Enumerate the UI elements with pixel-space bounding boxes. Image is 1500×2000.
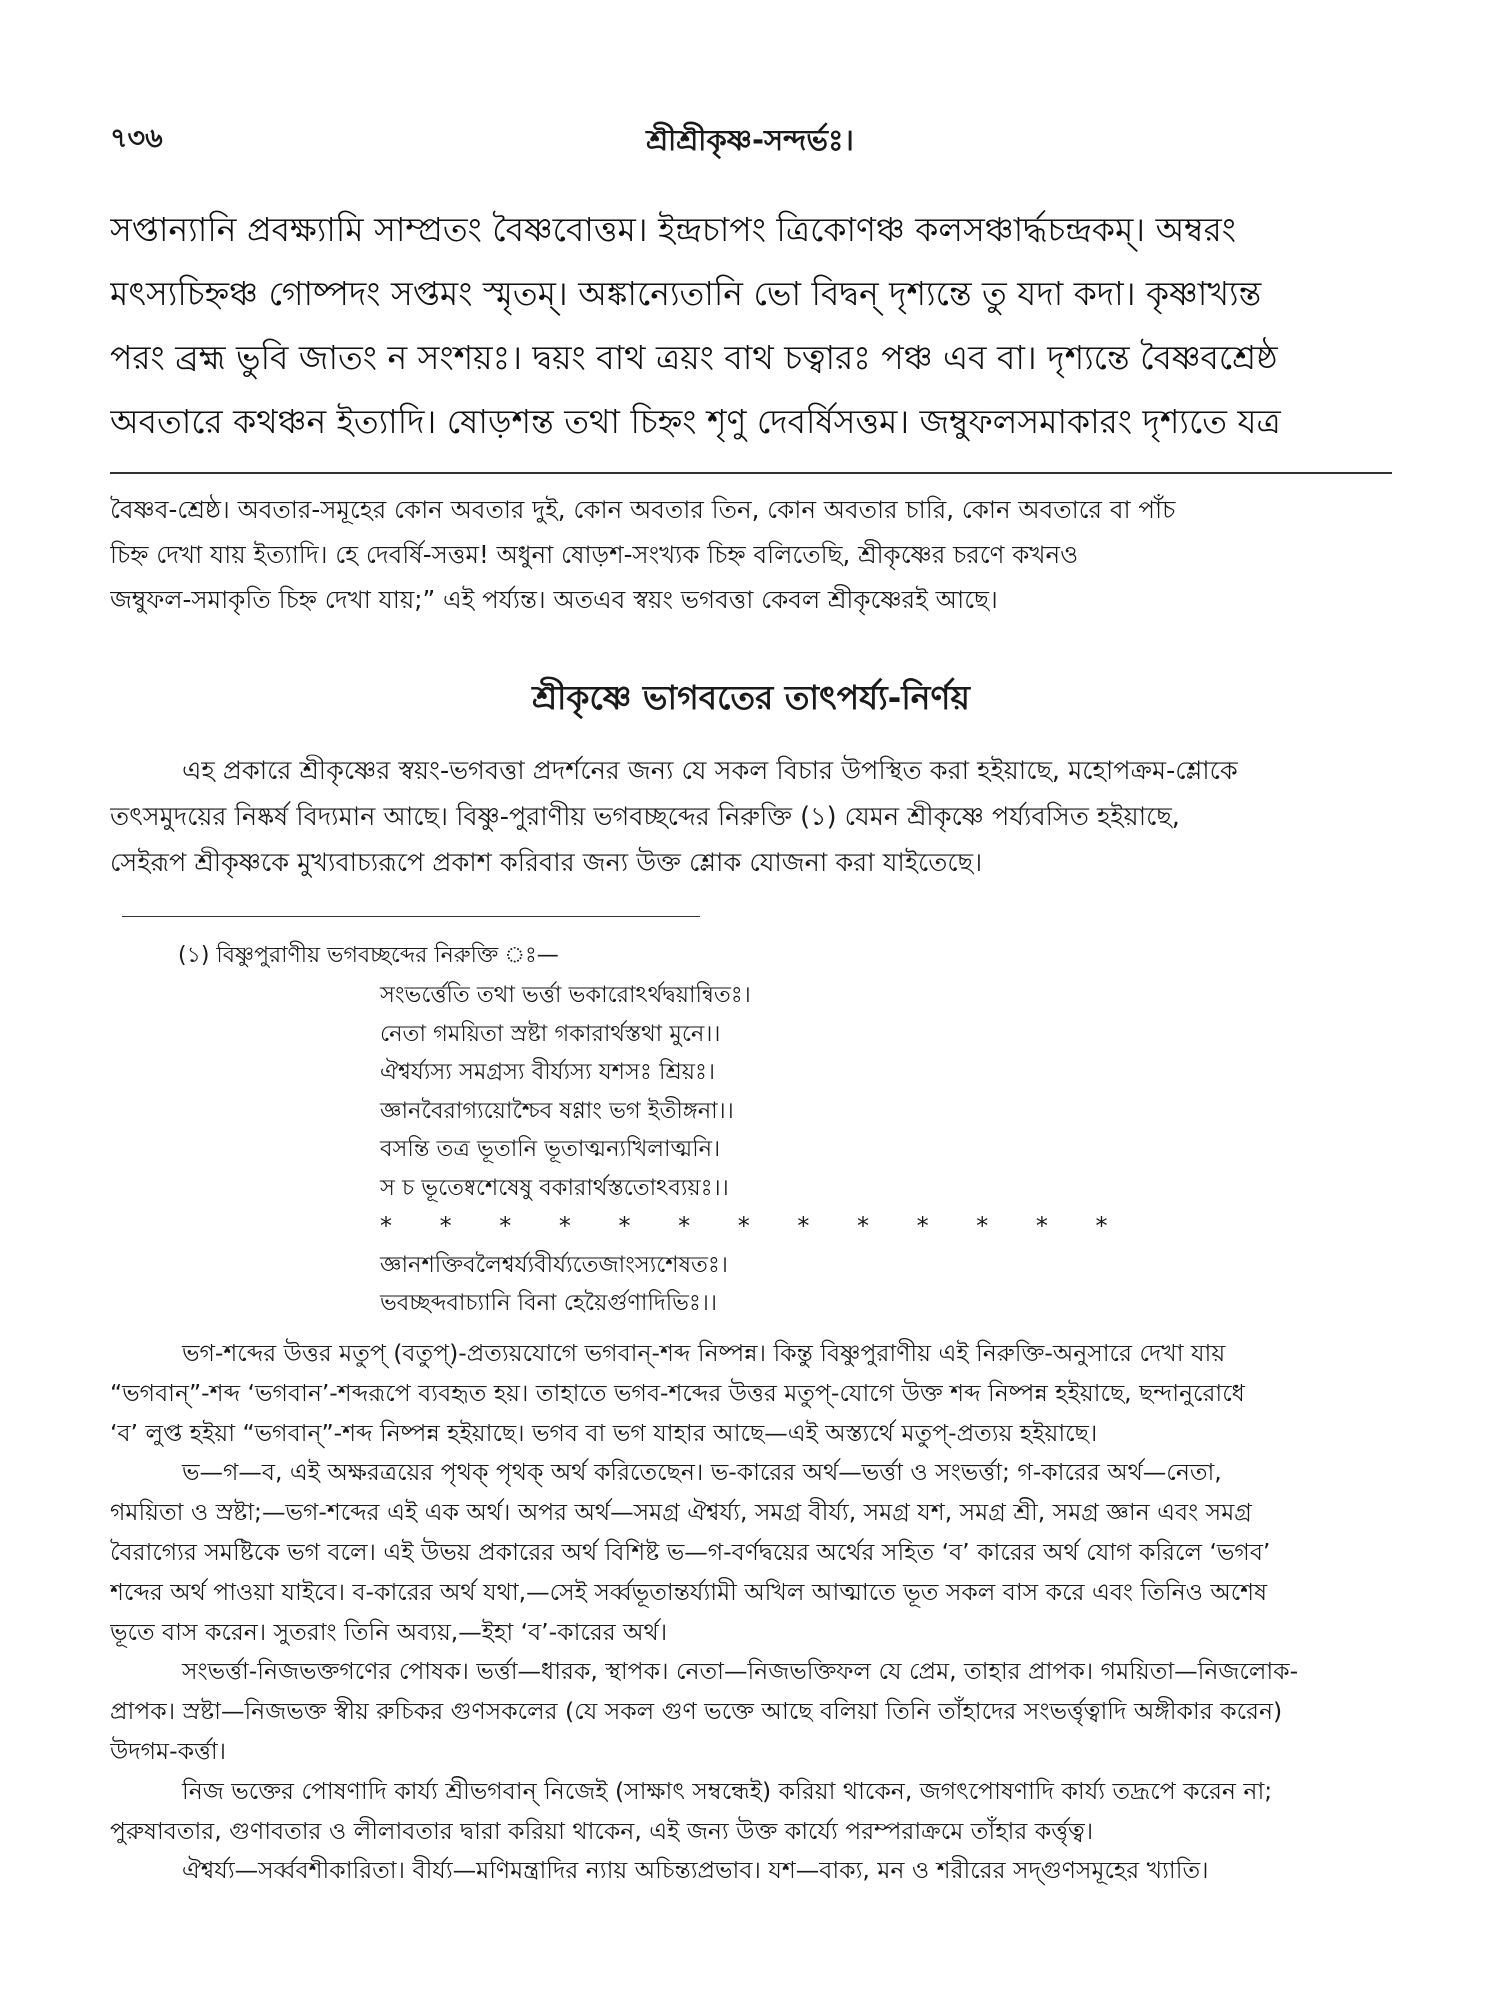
commentary-line: পুরুষাবতার, গুণাবতার ও লীলাবতার দ্বারা করিয়া থাকেন, এই জন্য উক্ত কার্য্যে পরম্পরাক্রমে তাঁহার কর্ত্তৃত্ব।: [110, 1816, 1094, 1845]
verse-line: সপ্তান্যানি প্রবক্ষ্যামি সাম্প্রতং বৈষ্ণবোত্তম। ইন্দ্রচাপং ত্রিকোণঞ্চ কলসঞ্চার্দ্ধচন্দ্রকম্। অম্বরং: [110, 210, 1236, 249]
commentary-line: ঐশ্বর্য্য—সর্ব্ববশীকারিতা। বীর্য্য—মণিমন্ত্রাদির ন্যায় অচিন্ত্যপ্রভাব। যশ—বাক্য, মন ও শরীরের সদ্গুণসমূহের খ্যাতি।: [182, 1856, 1209, 1885]
commentary-line: গময়িতা ও স্রষ্টা;—ভগ-শব্দের এই এক অর্থ। অপর অর্থ—সমগ্র ঐশ্বর্য্য, সমগ্র বীর্য্য, সমগ্র যশ, সমগ্র শ্রী, সমগ্র জ্ঞান এবং সমগ্র: [110, 1498, 1252, 1527]
footnote-divider: [122, 916, 700, 917]
intro-line: তৎসমুদয়ের নিষ্কর্ষ বিদ্যমান আছে। বিষ্ণু-পুরাণীয় ভগবচ্ছব্দের নিরুক্তি (১) যেমন শ্রীকৃষ্ণে পর্য্যবসিত হইয়াছে,: [110, 802, 1180, 832]
ellipsis-stars: * * * * * * * * * * * * *: [380, 1212, 1128, 1240]
running-title: শ্রীশ্রীকৃষ্ণ-সন্দর্ভঃ।: [646, 123, 854, 157]
translation-line: চিহ্ন দেখা যায় ইত্যাদি। হে দেবর্ষি-সত্তম! অধুনা ষোড়শ-সংখ্যক চিহ্ন বলিতেছি, শ্রীকৃষ্ণের চরণে কখনও: [110, 540, 1079, 569]
sloka-line: নেতা গময়িতা স্রষ্টা গকারার্থস্তথা মুনে।।: [380, 1020, 721, 1047]
commentary-line: প্রাপক। স্রষ্টা—নিজভক্ত স্বীয় রুচিকর গুণসকলের (যে সকল গুণ ভক্তে আছে বলিয়া তিনি তাঁহাদের সংভর্ত্তৃত্বাদি অঙ্গীকার করেন): [110, 1697, 1283, 1726]
sloka-line: সংভর্ত্তেতি তথা ভর্ত্তা ভকারোঽর্থদ্বয়ান্বিতঃ।: [380, 982, 751, 1008]
sloka-line: বসন্তি তত্র ভূতানি ভূতাত্মন্যখিলাত্মনি।: [380, 1136, 721, 1162]
intro-paragraph: [110, 748, 1392, 886]
verse-line: পরং ব্রহ্ম ভুবি জাতং ন সংশয়ঃ। দ্বয়ং বাথ ত্রয়ং বাথ চত্বারঃ পঞ্চ এব বা। দৃশ্যন্তে বৈষ্ণবশ্রেষ্ঠ: [110, 338, 1278, 377]
footnote-sloka-block: [380, 976, 1280, 1323]
commentary-line: নিজ ভক্তের পোষণাদি কার্য্য শ্রীভগবান্ নিজেই (সাক্ষাৎ সম্বন্ধেই) করিয়া থাকেন, জগৎপোষণাদি কার্য্য তদ্রূপে করেন না;: [182, 1776, 1273, 1805]
intro-line: এহ প্রকারে শ্রীকৃষ্ণের স্বয়ং-ভগবত্তা প্রদর্শনের জন্য যে সকল বিচার উপস্থিত করা হইয়াছে, মহোপক্রম-শ্লোকে: [182, 756, 1238, 786]
footnote-title: (১) বিষ্ণুপুরাণীয় ভগবচ্ছব্দের নিরুক্তি ঃ—: [178, 943, 559, 968]
commentary-line: শব্দের অর্থ পাওয়া যাইবে। ব-কারের অর্থ যথা,—সেই সর্ব্বভূতান্তর্য্যামী অখিল আত্মাতে ভূত সকল বাস করে এবং তিনিও অশেষ: [110, 1577, 1268, 1606]
commentary-line: উদগম-কর্ত্তা।: [110, 1736, 227, 1765]
section-heading: শ্রীকৃষ্ণে ভাগবতের তাৎপর্য্য-নির্ণয়: [532, 678, 970, 717]
commentary-line: ভূতে বাস করেন। সুতরাং তিনি অব্যয়,—ইহা ‘ব’-কারের অর্থ।: [110, 1617, 668, 1646]
commentary-line: ভ—গ—ব, এই অক্ষরত্রয়ের পৃথক্ পৃথক্ অর্থ করিতেছেন। ভ-কারের অর্থ—ভর্ত্তা ও সংভর্ত্তা; গ-কারের অর্থ—নেতা,: [182, 1458, 1222, 1487]
intro-line: সেইরূপ শ্রীকৃষ্ণকে মুখ্যবাচ্যরূপে প্রকাশ করিবার জন্য উক্ত শ্লোক যোজনা করা যাইতেছে।: [110, 848, 983, 878]
sanskrit-verse-block: [110, 198, 1392, 454]
page-number: ৭৩৬: [110, 123, 163, 154]
sloka-line: ঐশ্বর্য্যস্য সমগ্রস্য বীর্য্যস্য যশসঃ শ্রিয়ঃ।: [380, 1059, 716, 1085]
translation-block: [110, 487, 1392, 622]
divider-rule: [110, 472, 1392, 474]
sloka-line: ভবচ্ছব্দবাচ্যানি বিনা হেয়ৈর্গুণাদিভিঃ।।: [380, 1290, 717, 1316]
commentary-line: বৈরাগ্যের সমষ্টিকে ভগ বলে। এই উভয় প্রকারের অর্থ বিশিষ্ট ভ—গ-বর্ণদ্বয়ের অর্থের সহিত ‘ব’ কারের অর্থ যোগ করিলে ‘ভগব’: [110, 1537, 1271, 1566]
commentary-line: ভগ-শব্দের উত্তর মতুপ্ (বতুপ্)-প্রত্যয়যোগে ভগবান্-শব্দ নিষ্পন্ন। কিন্তু বিষ্ণুপুরাণীয় এই নিরুক্তি-অনুসারে দেখা যায়: [182, 1339, 1226, 1367]
commentary-line: “ভগবান্”-শব্দ ‘ভগবান’-শব্দরূপে ব্যবহৃত হয়। তাহাতে ভগব-শব্দের উত্তর মতুপ্-যোগে উক্ত শব্দ নিষ্পন্ন হইয়াছে, ছন্দানুরোধে: [110, 1378, 1245, 1407]
commentary-line: ‘ব’ লুপ্ত হইয়া “ভগবান্”-শব্দ নিষ্পন্ন হইয়াছে। ভগব বা ভগ যাহার আছে—এই অস্ত্যর্থে মতুপ্-প্রত্যয় হইয়াছে।: [110, 1418, 1098, 1447]
page-header: [110, 118, 1390, 158]
sloka-line: জ্ঞানশক্তিবলৈশ্বর্য্যবীর্য্যতেজাংস্যশেষতঃ।: [380, 1251, 728, 1278]
commentary-block: [110, 1334, 1392, 1891]
sloka-line: জ্ঞানবৈরাগ্যয়োশ্চৈব ষণ্ণাং ভগ ইতীঙ্গনা।।: [380, 1097, 734, 1124]
verse-line: অবতারে কথঞ্চন ইত্যাদি। ষোড়শন্ত তথা চিহ্নং শৃণু দেবর্ষিসত্তম। জম্বুফলসমাকারং দৃশ্যতে যত্র: [110, 402, 1281, 441]
sloka-line: স চ ভূতেষ্বশেষেষু বকারার্থস্ততোঽব্যয়ঃ।।: [380, 1174, 729, 1201]
translation-line: বৈষ্ণব-শ্রেষ্ঠ। অবতার-সমূহের কোন অবতার দুই, কোন অবতার তিন, কোন অবতার চারি, কোন অবতারে বা পাঁচ: [110, 495, 1176, 524]
translation-line: জম্বুফল-সমাকৃতি চিহ্ন দেখা যায়;” এই পর্য্যন্ত। অতএব স্বয়ং ভগবত্তা কেবল শ্রীকৃষ্ণেরই আছে।: [110, 585, 998, 614]
verse-line: মৎস্যচিহ্নঞ্চ গোষ্পদং সপ্তমং স্মৃতম্। অঙ্কান্যেতানি ভো বিদ্বন্ দৃশ্যন্তে তু যদা কদা। কৃষ্ণাখ্যন্ত: [110, 274, 1262, 313]
commentary-line: সংভর্ত্তা-নিজভক্তগণের পোষক। ভর্ত্তা—ধারক, স্থাপক। নেতা—নিজভক্তিফল যে প্রেম, তাহার প্রাপক। গময়িতা—নিজলোক-: [182, 1657, 1299, 1686]
